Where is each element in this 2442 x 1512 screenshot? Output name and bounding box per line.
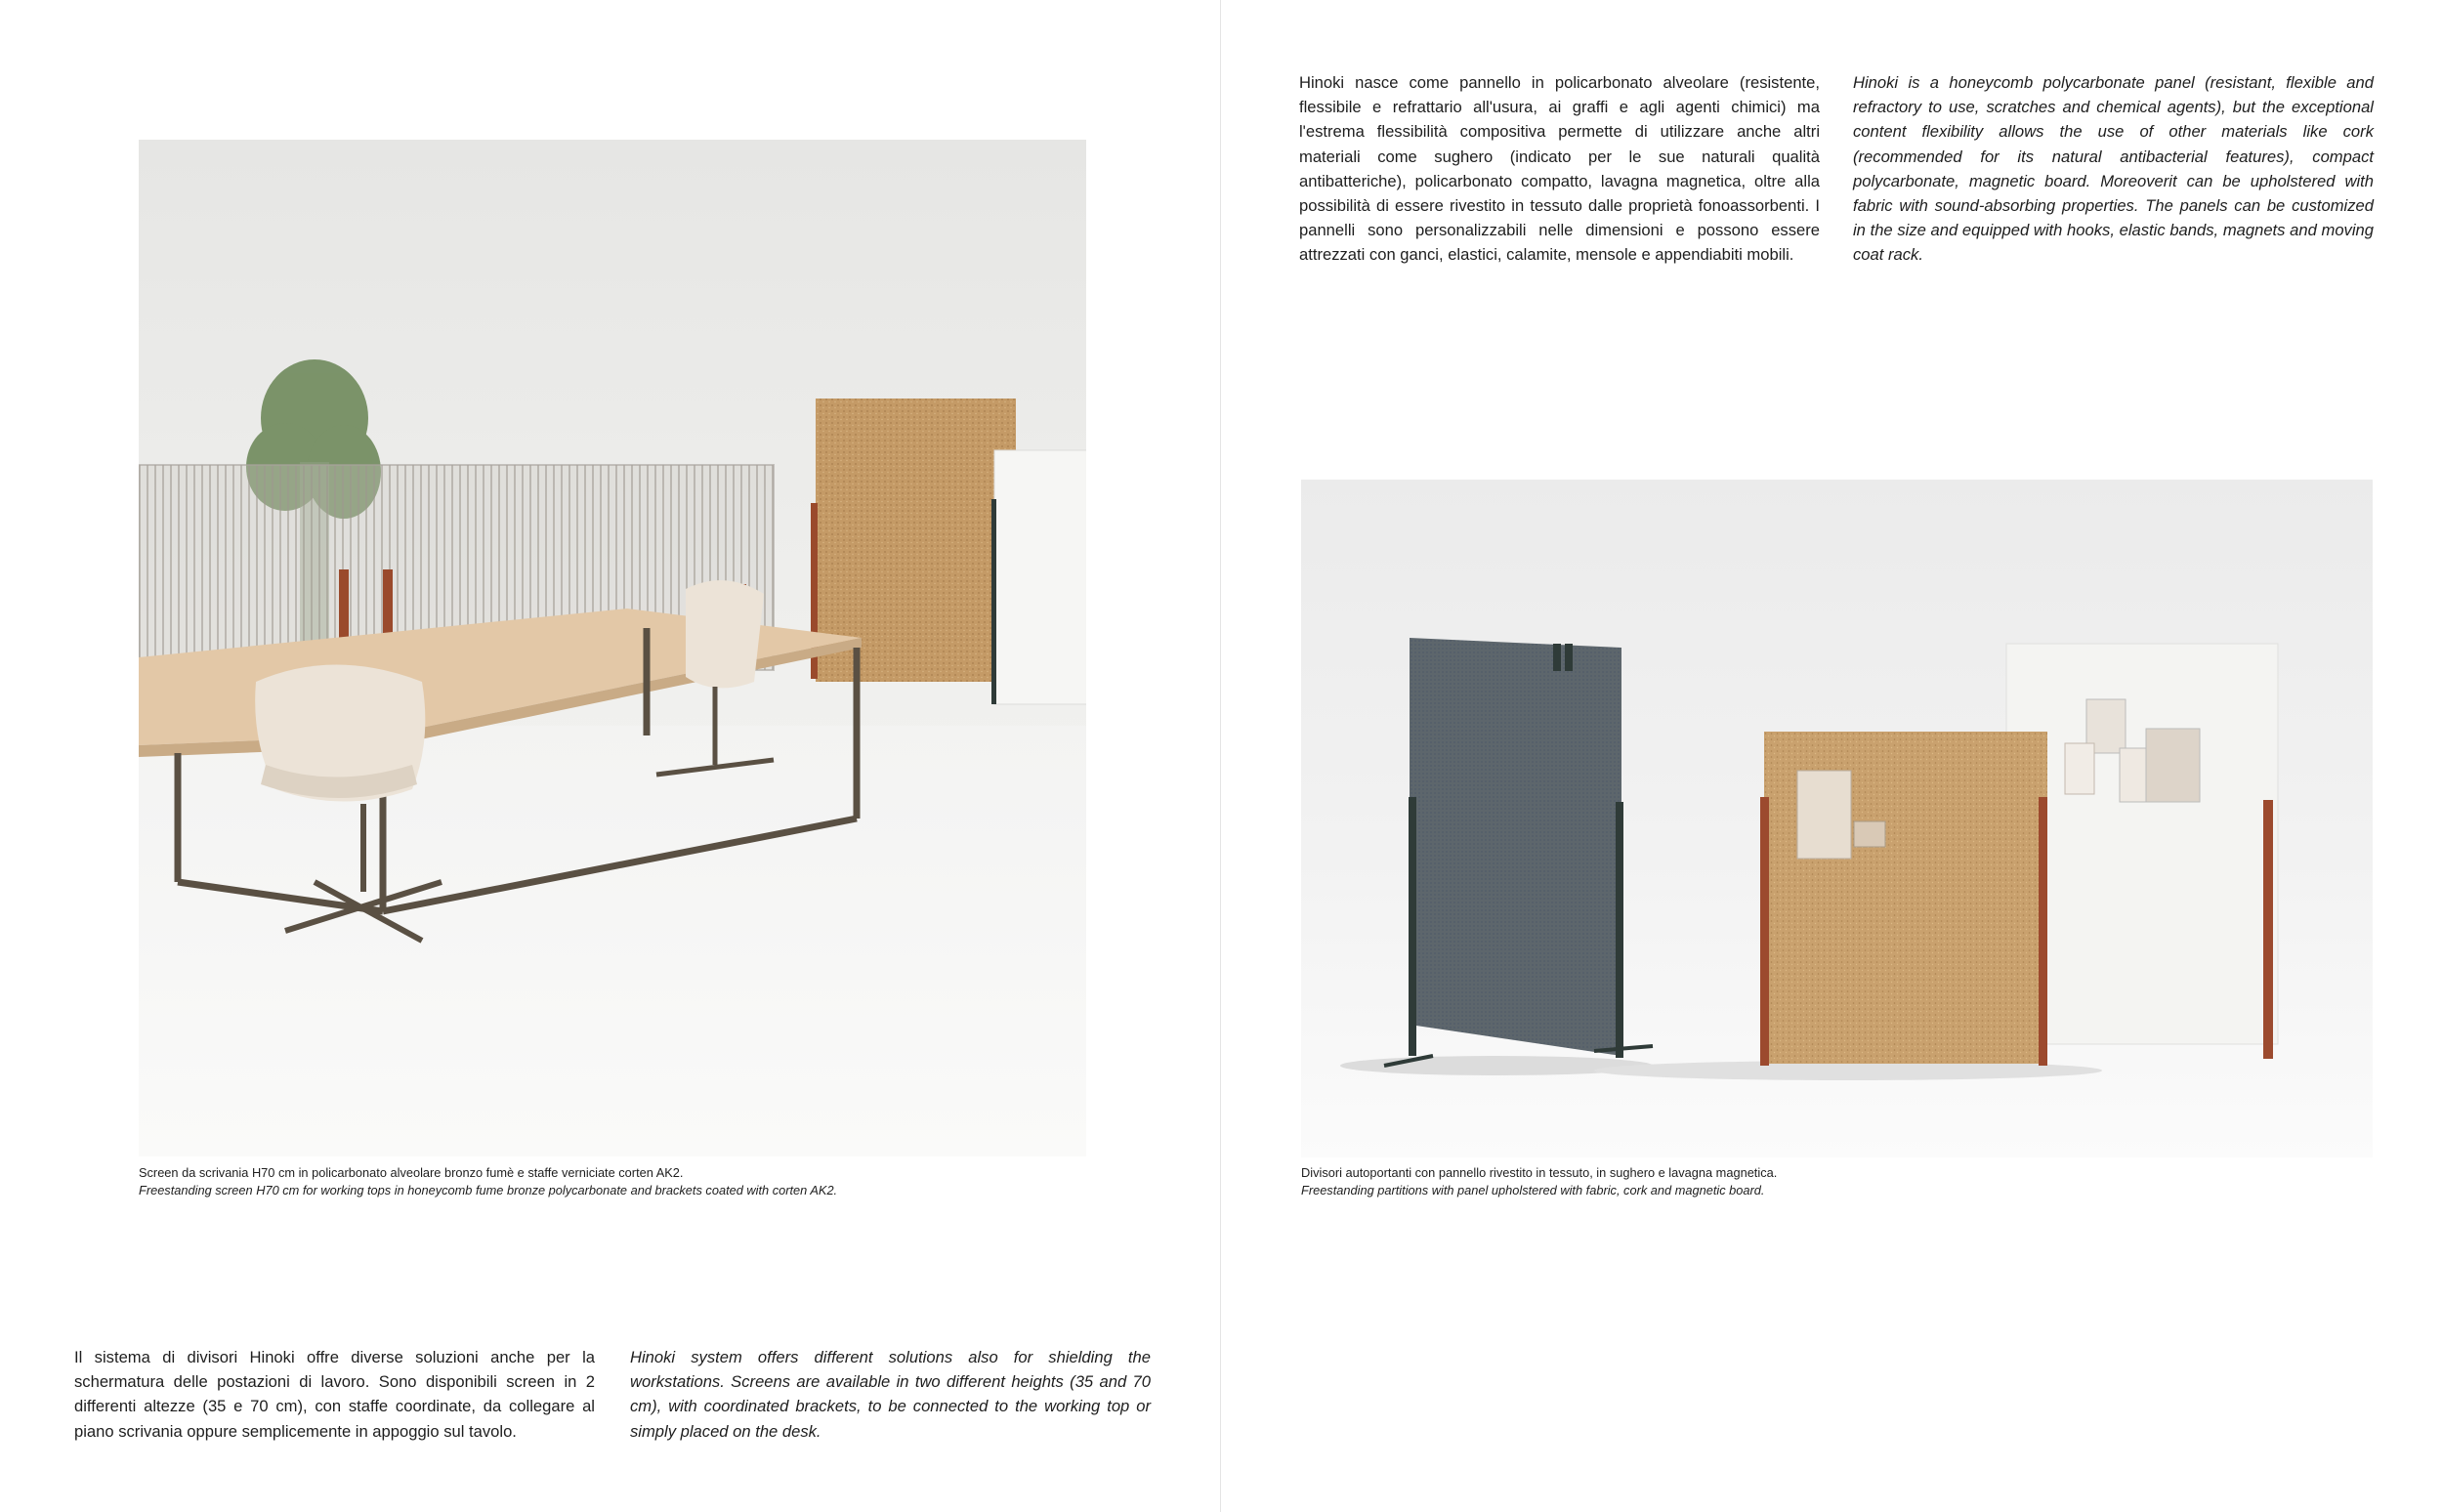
- fabric-partition-panel: [1384, 638, 1653, 1066]
- right-photo-caption: [1301, 1164, 1777, 1199]
- white-board: [994, 450, 1086, 704]
- left-body-english: Hinoki system offers different solutions also for shielding the workstations. Screens are available in two different heights (35 and 70 cm), with coordinated brackets, to be connected to the working top or simply placed on the desk.: [630, 1348, 1151, 1441]
- left-photo-caption: [139, 1164, 837, 1199]
- cork-partition-panel: [1760, 732, 2047, 1066]
- desk-screen-photo: [139, 140, 1086, 1156]
- right-caption-english: Freestanding partitions with panel upholstered with fabric, cork and magnetic board.: [1301, 1183, 1765, 1197]
- right-caption-italian: Divisori autoportanti con pannello rivestito in tessuto, in sughero e lavagna magnetica.: [1301, 1165, 1778, 1180]
- left-caption-italian: Screen da scrivania H70 cm in policarbonato alveolare bronzo fumè e staffe verniciate corten AK2.: [139, 1165, 684, 1180]
- freestanding-partitions-photo: [1301, 480, 2373, 1157]
- left-caption-english: Freestanding screen H70 cm for working tops in honeycomb fume bronze polycarbonate and brackets coated with corten AK2.: [139, 1183, 838, 1197]
- right-intro-italian: Hinoki nasce come pannello in policarbonato alveolare (resistente, flessibile e refrattario all'usura, ai graffi e agli agenti chimici) ma l'estrema flessibilità compositiva permette di utilizzare anche altri materiali come sughero (indicato per le sue naturali qualità antibatteriche), policarbonato compatto, lavagna magnetica, oltre alla possibilità di essere rivestito in tessuto dalle proprietà fonoassorbenti. I pannelli sono personalizzabili nelle dimensioni e possono essere attrezzati con ganci, elastici, calamite, mensole e appendiabiti mobili.: [1299, 73, 1820, 265]
- page-spread-divider: [1220, 0, 1221, 1512]
- right-intro-english: Hinoki is a honeycomb polycarbonate panel (resistant, flexible and refractory to use, scratches and chemical agents), but the exceptional content flexibility allows the use of other materials like cork (recommended for its natural antibacterial features), compact polycarbonate, magnetic board. Moreoverit can be upholstered with fabric with sound-absorbing properties. The panels can be customized in the size and equipped with hooks, elastic bands, magnets and moving coat rack.: [1853, 73, 2374, 265]
- left-body-italian: Il sistema di divisori Hinoki offre diverse soluzioni anche per la schermatura delle postazioni di lavoro. Sono disponibili screen in 2 differenti altezze (35 e 70 cm), con staffe coordinate, da collegare al piano scrivania oppure semplicemente in appoggio sul tavolo.: [74, 1348, 595, 1441]
